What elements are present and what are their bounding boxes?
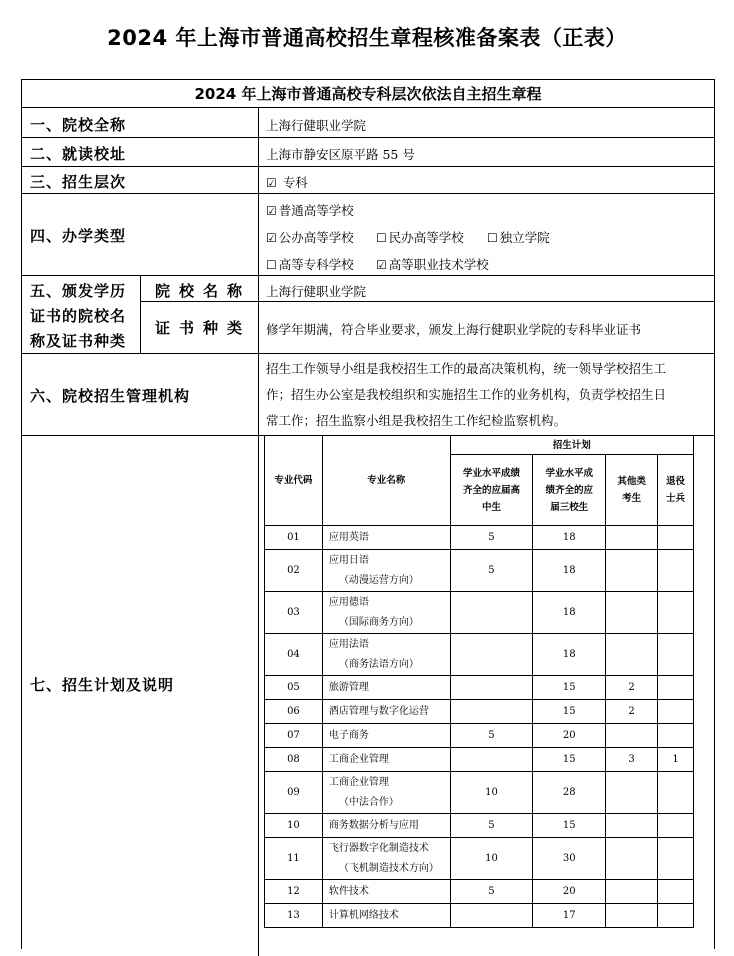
table-row <box>265 592 694 634</box>
plan-c1-cell <box>450 676 533 700</box>
plan-c3-cell <box>606 724 658 748</box>
certificate-label: 五、颁发学历 <box>30 282 127 300</box>
major-code-cell: 04 <box>265 634 323 676</box>
row-address <box>22 138 714 167</box>
major-code-cell: 07 <box>265 724 323 748</box>
table-row <box>265 748 694 772</box>
plan-c4-cell <box>658 904 694 928</box>
major-code-cell: 05 <box>265 676 323 700</box>
row-level <box>22 167 714 194</box>
plan-c2-cell: 17 <box>533 904 606 928</box>
school-name-value: 上海行健职业学院 <box>266 118 367 133</box>
plan-c1-cell: 5 <box>450 526 533 550</box>
plan-c3-cell: 2 <box>606 676 658 700</box>
type-option: ☐ 独立学院 <box>487 230 550 245</box>
plan-c2-cell: 18 <box>533 526 606 550</box>
major-code-cell: 06 <box>265 700 323 724</box>
plan-c3-cell <box>606 634 658 676</box>
plan-c3-cell: 3 <box>606 748 658 772</box>
plan-c1-cell: 5 <box>450 814 533 838</box>
plan-c3-cell <box>606 550 658 592</box>
certificate-label: 证书的院校名 <box>30 307 127 325</box>
major-code-cell: 02 <box>265 550 323 592</box>
col-header-c3: 其他类 考生 <box>606 455 658 526</box>
plan-c4-cell <box>658 772 694 814</box>
plan-c3-cell <box>606 592 658 634</box>
major-name-cell: 旅游管理 <box>322 676 450 700</box>
type-option: ☑ 公办高等学校 <box>266 230 354 245</box>
plan-c4-cell <box>658 724 694 748</box>
plan-c2-cell: 15 <box>533 676 606 700</box>
type-option: ☐ 高等专科学校 <box>266 257 354 272</box>
plan-c1-cell <box>450 748 533 772</box>
table-row <box>265 634 694 676</box>
plan-c2-cell: 15 <box>533 748 606 772</box>
plan-c3-cell <box>606 526 658 550</box>
plan-c1-cell: 5 <box>450 724 533 748</box>
major-name-cell: 应用法语 （商务法语方向） <box>322 634 450 676</box>
major-name-cell: 应用日语 （动漫运营方向） <box>322 550 450 592</box>
col-header-code: 专业代码 <box>265 436 323 526</box>
plan-c4-cell <box>658 880 694 904</box>
form-heading: 2024 年上海市普通高校专科层次依法自主招生章程 <box>22 80 714 108</box>
major-code-cell: 11 <box>265 838 323 880</box>
plan-c4-cell: 1 <box>658 748 694 772</box>
plan-c4-cell <box>658 592 694 634</box>
major-code-cell: 09 <box>265 772 323 814</box>
plan-c1-cell <box>450 904 533 928</box>
major-name-cell: 电子商务 <box>322 724 450 748</box>
type-option: ☑ 普通高等学校 <box>266 203 354 218</box>
filing-form <box>21 79 715 949</box>
table-row <box>265 838 694 880</box>
plan-c3-cell <box>606 814 658 838</box>
plan-c4-cell <box>658 634 694 676</box>
plan-c3-cell <box>606 838 658 880</box>
major-name-cell: 应用德语 （国际商务方向） <box>322 592 450 634</box>
plan-c1-cell <box>450 634 533 676</box>
plan-c3-cell: 2 <box>606 700 658 724</box>
major-name-cell: 应用英语 <box>322 526 450 550</box>
plan-c1-cell <box>450 592 533 634</box>
plan-c2-cell: 30 <box>533 838 606 880</box>
major-name-cell: 飞行器数字化制造技术 （飞机制造技术方向） <box>322 838 450 880</box>
cert-kind-value: 修学年期满，符合毕业要求，颁发上海行健职业学院的专科毕业证书 <box>266 322 642 337</box>
col-header-c2: 学业水平成 绩齐全的应 届三校生 <box>533 455 606 526</box>
type-label: 四、办学类型 <box>30 227 127 245</box>
plan-c3-cell <box>606 772 658 814</box>
plan-c1-cell: 5 <box>450 880 533 904</box>
major-name-cell: 计算机网络技术 <box>322 904 450 928</box>
level-label: 三、招生层次 <box>30 173 127 191</box>
plan-c2-cell: 20 <box>533 724 606 748</box>
major-code-cell: 08 <box>265 748 323 772</box>
certificate-label: 称及证书种类 <box>30 332 127 350</box>
row-type <box>22 194 714 276</box>
major-name-cell: 工商企业管理 <box>322 748 450 772</box>
school-name-label: 一、院校全称 <box>30 116 127 134</box>
management-label: 六、院校招生管理机构 <box>30 387 191 405</box>
cert-kind-label: 证书种类 <box>154 319 251 337</box>
plan-c2-cell: 18 <box>533 592 606 634</box>
table-row <box>265 724 694 748</box>
plan-c4-cell <box>658 700 694 724</box>
major-code-cell: 10 <box>265 814 323 838</box>
table-row <box>265 676 694 700</box>
cert-school-name-label: 院校名称 <box>154 282 251 300</box>
col-header-c1: 学业水平成绩 齐全的应届高 中生 <box>450 455 533 526</box>
type-option: ☑ 高等职业技术学校 <box>376 257 489 272</box>
table-row <box>265 880 694 904</box>
row-management <box>22 354 714 436</box>
col-header-name: 专业名称 <box>322 436 450 526</box>
checkbox-icon: ☑ <box>266 176 277 190</box>
plan-c4-cell <box>658 676 694 700</box>
major-name-cell: 工商企业管理 （中法合作） <box>322 772 450 814</box>
col-header-plan: 招生计划 <box>450 436 693 455</box>
plan-c2-cell: 15 <box>533 814 606 838</box>
plan-c2-cell: 18 <box>533 550 606 592</box>
table-row <box>265 772 694 814</box>
table-row <box>265 814 694 838</box>
plan-c1-cell: 5 <box>450 550 533 592</box>
plan-c4-cell <box>658 526 694 550</box>
table-row <box>265 550 694 592</box>
major-code-cell: 01 <box>265 526 323 550</box>
plan-c1-cell: 10 <box>450 838 533 880</box>
major-name-cell: 软件技术 <box>322 880 450 904</box>
address-label: 二、就读校址 <box>30 145 127 163</box>
plan-c3-cell <box>606 880 658 904</box>
major-name-cell: 商务数据分析与应用 <box>322 814 450 838</box>
table-row <box>265 904 694 928</box>
management-text: 招生工作领导小组是我校招生工作的最高决策机构，统一领导学校招生工 作；招生办公室是我校组织和实施招生工作的业务机构，负责学校招生日 常工作；招生监察小组是我校招生工作纪检监察机构。 <box>266 361 667 428</box>
enrollment-plan-table <box>264 435 694 928</box>
plan-c4-cell <box>658 550 694 592</box>
plan-c2-cell: 18 <box>533 634 606 676</box>
type-option: ☐ 民办高等学校 <box>376 230 464 245</box>
major-name-cell: 酒店管理与数字化运营 <box>322 700 450 724</box>
cert-school-name-value: 上海行健职业学院 <box>266 284 367 299</box>
row-certificate <box>22 276 714 354</box>
plan-c2-cell: 28 <box>533 772 606 814</box>
plan-c2-cell: 15 <box>533 700 606 724</box>
plan-c2-cell: 20 <box>533 880 606 904</box>
major-code-cell: 03 <box>265 592 323 634</box>
plan-c1-cell: 10 <box>450 772 533 814</box>
major-code-cell: 12 <box>265 880 323 904</box>
plan-c1-cell <box>450 700 533 724</box>
major-code-cell: 13 <box>265 904 323 928</box>
plan-c4-cell <box>658 814 694 838</box>
col-header-c4: 退役 士兵 <box>658 455 694 526</box>
table-row <box>265 526 694 550</box>
row-school-name <box>22 108 714 138</box>
level-value: ☑ 专科 <box>266 175 308 190</box>
address-value: 上海市静安区原平路 55 号 <box>266 147 415 162</box>
plan-label: 七、招生计划及说明 <box>30 676 175 694</box>
table-row <box>265 700 694 724</box>
plan-c3-cell <box>606 904 658 928</box>
page-title: 2024 年上海市普通高校招生章程核准备案表（正表） <box>107 26 627 50</box>
plan-c4-cell <box>658 838 694 880</box>
